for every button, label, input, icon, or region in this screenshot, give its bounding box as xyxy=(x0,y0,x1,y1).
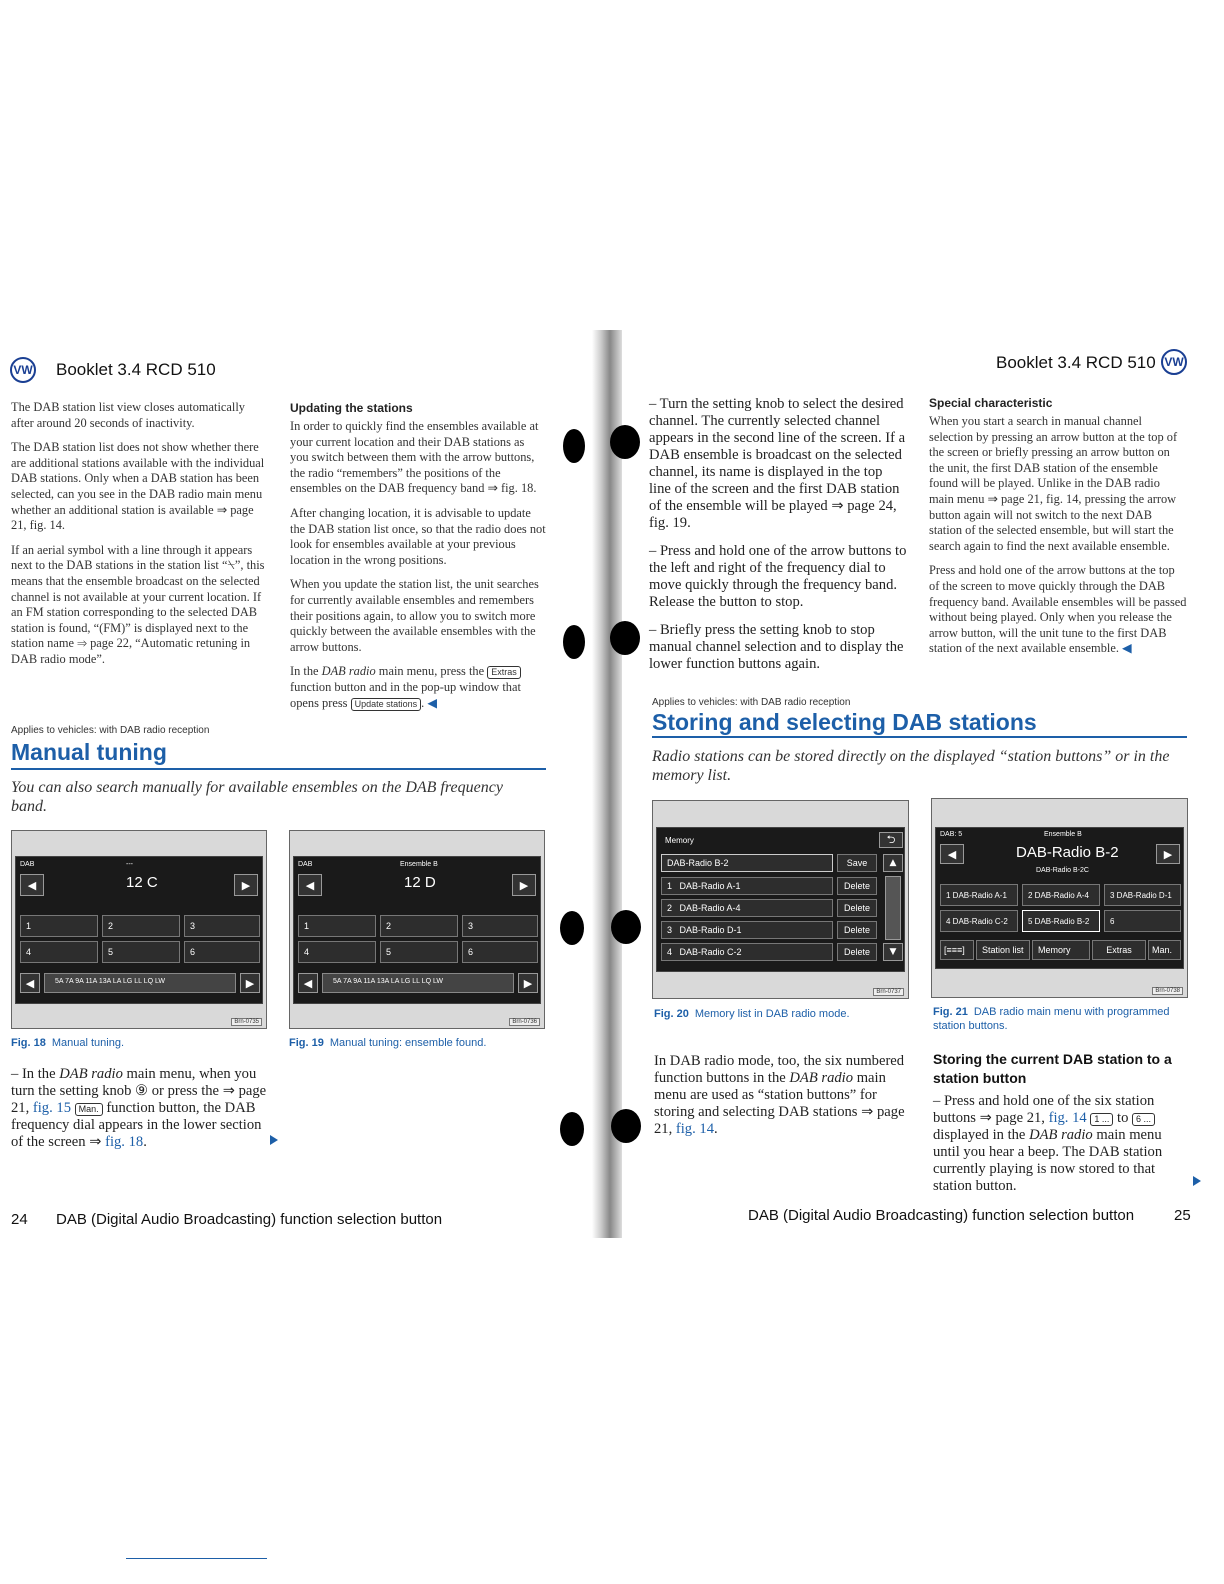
extras-button[interactable]: Extras xyxy=(1092,940,1146,960)
scroll-up-button[interactable]: ▲ xyxy=(883,854,903,872)
frequency-dial xyxy=(44,973,236,993)
extras-key: Extras xyxy=(487,666,521,679)
text: . xyxy=(714,1121,718,1137)
section-title: Manual tuning xyxy=(11,739,167,765)
memory-screen xyxy=(656,827,905,972)
caption-text: Memory list in DAB radio mode. xyxy=(694,1008,850,1020)
vw-logo-icon: VW xyxy=(1161,349,1187,375)
text: main menu are used as “station buttons” for storing and selecting DAB stations ⇒ page 21, xyxy=(654,1070,905,1137)
binding-hole xyxy=(610,425,640,459)
dial-right-button[interactable]: ▶ xyxy=(240,973,260,993)
row-number: 4 xyxy=(667,947,673,957)
section-rule xyxy=(652,736,1187,738)
left-column-2 xyxy=(290,401,546,720)
caption-number: Fig. 19 xyxy=(289,1037,324,1049)
frequency-scale: 5A 7A 9A 11A 13A LA LG LL LQ LW xyxy=(55,978,166,985)
station-button-6[interactable]: 6 xyxy=(184,941,260,963)
row-number: 1 xyxy=(667,881,673,891)
radio-screen xyxy=(15,856,263,1004)
figure-19-caption xyxy=(289,1037,486,1049)
figure-21 xyxy=(931,798,1188,998)
figure-20-caption xyxy=(654,1008,850,1020)
paragraph: When you start a search in manual channel selection by pressing an arrow button at the top of the screen or briefly pressing an arrow button on the unit, the first DAB station of the ensemble found will be played. Unlike in the DAB radio main menu ⇒ page 21, fig. 14, pressing the arrow button again will not switch to the next DAB station of the selected ensemble, but will start the search again to find the next available ensemble. xyxy=(929,414,1178,553)
station-button-2[interactable]: 2 xyxy=(102,915,180,937)
station-button-6[interactable]: 6 xyxy=(462,941,538,963)
radio-screen xyxy=(293,856,541,1004)
continue-arrow-icon xyxy=(270,1135,278,1145)
text: function button and in the pop-up window that opens press xyxy=(290,679,521,710)
man-button[interactable]: Man. xyxy=(1148,940,1181,960)
station-button-4[interactable]: 4 xyxy=(20,941,98,963)
delete-button[interactable]: Delete xyxy=(837,899,877,917)
figure-19 xyxy=(289,830,545,1029)
binding-hole xyxy=(560,911,584,945)
binding-hole xyxy=(563,625,585,659)
row-station: DAB-Radio A-1 xyxy=(679,881,741,891)
binding-hole xyxy=(610,621,640,655)
text: function button, the DAB frequency dial appears in the lower section of the screen ⇒ xyxy=(11,1100,262,1150)
text: . xyxy=(143,1134,147,1150)
menu-icon-button[interactable]: [≡≡≡] xyxy=(940,940,974,960)
row-station: DAB-Radio A-4 xyxy=(679,903,741,913)
station-display: DAB-Radio B-2 xyxy=(1016,844,1119,861)
applies-note: Applies to vehicles: with DAB radio reception xyxy=(11,725,210,736)
page-number: 24 xyxy=(11,1211,28,1228)
figure-18 xyxy=(11,830,267,1029)
station-button-1[interactable]: 1 DAB-Radio A-1 xyxy=(940,884,1018,906)
paragraph: If an aerial symbol with a line through it appears next to the DAB stations in the station list “⍀”, this means that the ensemble broadcast on the selected channel is not available at your current location. If an FM station corresponding to the selected DAB station is found, “(FM)” is displayed next to the station name ⇒ page 22, “Automatic retuning in DAB radio mode”. xyxy=(11,542,265,666)
text: . xyxy=(421,695,425,710)
text: main menu, press the xyxy=(375,664,488,679)
row-station: DAB-Radio C-2 xyxy=(679,947,742,957)
station-button-6[interactable]: 6 xyxy=(1104,910,1181,932)
key-6: 6 ... xyxy=(1132,1113,1155,1126)
subheading: Updating the stations xyxy=(290,401,413,415)
dial-left-button[interactable]: ◀ xyxy=(20,973,40,993)
memory-button[interactable]: Memory xyxy=(1032,940,1090,960)
scroll-down-button[interactable]: ▼ xyxy=(883,943,903,961)
frequency-dial xyxy=(322,973,514,993)
station-button-4[interactable]: 4 DAB-Radio C-2 xyxy=(940,910,1018,932)
station-button-4[interactable]: 4 xyxy=(298,941,376,963)
channel-display: 12 C xyxy=(126,874,158,891)
station-button-1[interactable]: 1 xyxy=(20,915,98,937)
text: – In the xyxy=(11,1066,60,1082)
paragraph: – Briefly press the setting knob to stop manual channel selection and to display the lower function buttons again. xyxy=(649,622,904,672)
arrow-left-button[interactable]: ◀ xyxy=(20,874,44,896)
station-button-5[interactable]: 5 xyxy=(380,941,458,963)
end-marker-icon: ◀ xyxy=(427,695,437,710)
text: In the xyxy=(290,664,322,679)
caption-number: Fig. 21 xyxy=(933,1006,968,1018)
right-column-2 xyxy=(929,396,1187,666)
text: main menu until you hear a beep. The DAB station currently playing is now stored to that station button. xyxy=(933,1127,1163,1194)
row-station: DAB-Radio D-1 xyxy=(679,925,742,935)
memory-row-4[interactable] xyxy=(661,943,833,961)
figure-21-caption xyxy=(933,1005,1188,1033)
binding-hole xyxy=(611,910,641,944)
link[interactable]: fig. 14 xyxy=(675,1121,714,1137)
right-column-1 xyxy=(649,396,907,684)
binding-hole xyxy=(563,429,585,463)
station-button-3[interactable]: 3 DAB-Radio D-1 xyxy=(1104,884,1181,906)
applies-note: Applies to vehicles: with DAB radio reception xyxy=(652,697,851,708)
body-paragraph xyxy=(654,1053,912,1138)
binding-hole xyxy=(611,1109,641,1143)
row-number: 3 xyxy=(667,925,673,935)
dial-left-button[interactable]: ◀ xyxy=(298,973,318,993)
station-name-input[interactable]: DAB-Radio B-2 xyxy=(661,854,833,872)
update-stations-key: Update stations xyxy=(351,698,422,711)
station-button-3[interactable]: 3 xyxy=(184,915,260,937)
continue-arrow-icon xyxy=(1193,1176,1201,1186)
station-button-2[interactable]: 2 DAB-Radio A-4 xyxy=(1022,884,1100,906)
channel-display: 12 D xyxy=(404,874,436,891)
page-header-title: Booklet 3.4 RCD 510 xyxy=(56,360,216,379)
band-label: DAB xyxy=(20,861,35,868)
frequency-scale: 5A 7A 9A 11A 13A LA LG LL LQ LW xyxy=(333,978,444,985)
figure-code: Brn-0738 xyxy=(1152,987,1183,995)
text: displayed in the xyxy=(933,1127,1030,1143)
memory-row-3[interactable] xyxy=(661,921,833,939)
text: to xyxy=(1113,1110,1133,1126)
vw-logo-icon: VW xyxy=(10,357,36,383)
station-button-3[interactable]: 3 xyxy=(462,915,538,937)
caption-number: Fig. 18 xyxy=(11,1037,46,1049)
link[interactable]: fig. 15 xyxy=(32,1100,71,1116)
text: main menu, when you turn the setting knob ⑨ or press the ⇒ page 21, xyxy=(11,1066,267,1116)
man-key: Man. xyxy=(75,1103,103,1116)
dab-band-label: DAB: 5 xyxy=(940,831,963,838)
end-marker-icon: ◀ xyxy=(1122,641,1132,656)
memory-row-1[interactable] xyxy=(661,877,833,895)
bottom-rule xyxy=(126,1558,267,1559)
ensemble-label: Ensemble B xyxy=(400,861,438,868)
paragraph: – Press and hold one of the arrow buttons to the left and right of the frequency dial to move quickly through the frequency band. Release the button to stop. xyxy=(649,543,907,610)
section-intro: You can also search manually for available ensembles on the DAB frequency band. xyxy=(11,779,503,815)
memory-row-2[interactable] xyxy=(661,899,833,917)
text: Press and hold one of the arrow buttons at the top of the screen to move quickly through the DAB frequency band. Available ensembles will be passed without being played. Only when you release the arrow button, will the unit tune to the first DAB station of the next available ensemble. xyxy=(929,563,1187,656)
station-button-5[interactable]: 5 xyxy=(102,941,180,963)
caption-text: DAB radio main menu with programmed station buttons. xyxy=(933,1006,1170,1032)
row-number: 2 xyxy=(667,903,673,913)
memory-title: Memory xyxy=(665,836,694,845)
arrow-right-button[interactable]: ▶ xyxy=(1156,844,1180,864)
section-title: Storing and selecting DAB stations xyxy=(652,709,1037,735)
dab-main-screen xyxy=(935,827,1184,969)
text: DAB radio xyxy=(59,1066,123,1082)
figure-20 xyxy=(652,800,909,999)
dial-right-button[interactable]: ▶ xyxy=(518,973,538,993)
book-spine xyxy=(592,330,622,1238)
paragraph: – Turn the setting knob to select the desired channel. The currently selected channel appears in the second line of the screen. If a DAB ensemble is broadcast on the selected channel, its name is displayed in the top line of the screen and the first DAB station of the ensemble will be played ⇒ page 24, fig. 19. xyxy=(649,396,906,531)
figure-code: Brn-0737 xyxy=(873,988,904,996)
paragraph: After changing location, it is advisable to update the DAB station list once, so that the radio does not look for ensembles available at your previous location in the wrong positions. xyxy=(290,505,546,567)
figure-code: Brn-0736 xyxy=(509,1018,540,1026)
band-label: DAB xyxy=(298,861,313,868)
section-intro: Radio stations can be stored directly on the displayed “station buttons” or in the memory list. xyxy=(652,748,1170,784)
caption-text: Manual tuning: ensemble found. xyxy=(329,1037,487,1049)
text: – Press and hold one of the six station buttons ⇒ page 21, xyxy=(933,1093,1155,1126)
arrow-right-button[interactable]: ▶ xyxy=(234,874,258,896)
arrow-left-button[interactable]: ◀ xyxy=(298,874,322,896)
link[interactable]: fig. 14 xyxy=(1048,1110,1087,1126)
page-number: 25 xyxy=(1174,1207,1191,1224)
back-button[interactable]: ⮌ xyxy=(879,832,903,848)
sub-station-label: DAB-Radio B-2C xyxy=(1036,867,1089,874)
page-header-title: Booklet 3.4 RCD 510 xyxy=(996,353,1156,372)
delete-button[interactable]: Delete xyxy=(837,921,877,939)
subheading: Storing the current DAB station to a station button xyxy=(933,1051,1172,1086)
figure-18-caption xyxy=(11,1037,124,1049)
delete-button[interactable]: Delete xyxy=(837,877,877,895)
paragraph: The DAB station list does not show whether there are additional stations available with the individual DAB stations. Only when a DAB station has been selected, can you see in the DAB radio main menu whether an additional station is available ⇒ page 21, fig. 14. xyxy=(11,440,265,533)
delete-button[interactable]: Delete xyxy=(837,943,877,961)
paragraph: When you update the station list, the unit searches for currently available ensembles and remembers their positions again, to allow you to switch more quickly between the available ensembles with the arrow buttons. xyxy=(290,577,539,654)
arrow-left-button[interactable]: ◀ xyxy=(940,844,964,864)
left-column-1 xyxy=(11,400,267,677)
station-button-5[interactable]: 5 DAB-Radio B-2 xyxy=(1022,910,1100,932)
station-list-button[interactable]: Station list xyxy=(976,940,1030,960)
page-footer-title: DAB (Digital Audio Broadcasting) function selection button xyxy=(748,1207,1135,1224)
ensemble-label: Ensemble B xyxy=(1044,831,1082,838)
subheading: Special characteristic xyxy=(929,396,1053,410)
link[interactable]: fig. 18 xyxy=(105,1134,144,1150)
paragraph: In order to quickly find the ensembles available at your current location and their DAB stations as you switch between them with the arrow buttons, the radio “remembers” the positions of the ensembles on the DAB frequency band ⇒ fig. 18. xyxy=(290,419,539,496)
caption-text: Manual tuning. xyxy=(51,1037,125,1049)
save-button[interactable]: Save xyxy=(837,854,877,872)
paragraph xyxy=(290,664,546,711)
instruction-step xyxy=(933,1093,1189,1195)
figure-code: Brn-0735 xyxy=(231,1018,262,1026)
binding-hole xyxy=(560,1112,584,1146)
text: DAB radio xyxy=(1029,1127,1093,1143)
ensemble-label: --- xyxy=(126,861,133,868)
section-rule xyxy=(11,768,546,770)
text: In DAB radio mode, too, the six numbered function buttons in the xyxy=(654,1053,905,1086)
key-1: 1 ... xyxy=(1090,1113,1113,1126)
page-footer-title: DAB (Digital Audio Broadcasting) function selection button xyxy=(56,1211,443,1228)
station-button-1[interactable]: 1 xyxy=(298,915,376,937)
arrow-right-button[interactable]: ▶ xyxy=(512,874,536,896)
paragraph: The DAB station list view closes automatically after around 20 seconds of inactivity. xyxy=(11,400,246,430)
scrollbar[interactable] xyxy=(885,876,901,940)
paragraph xyxy=(929,563,1187,657)
instruction-step xyxy=(11,1066,267,1151)
caption-number: Fig. 20 xyxy=(654,1008,689,1020)
station-button-2[interactable]: 2 xyxy=(380,915,458,937)
text: DAB radio xyxy=(789,1070,854,1086)
text: DAB radio xyxy=(321,664,376,679)
